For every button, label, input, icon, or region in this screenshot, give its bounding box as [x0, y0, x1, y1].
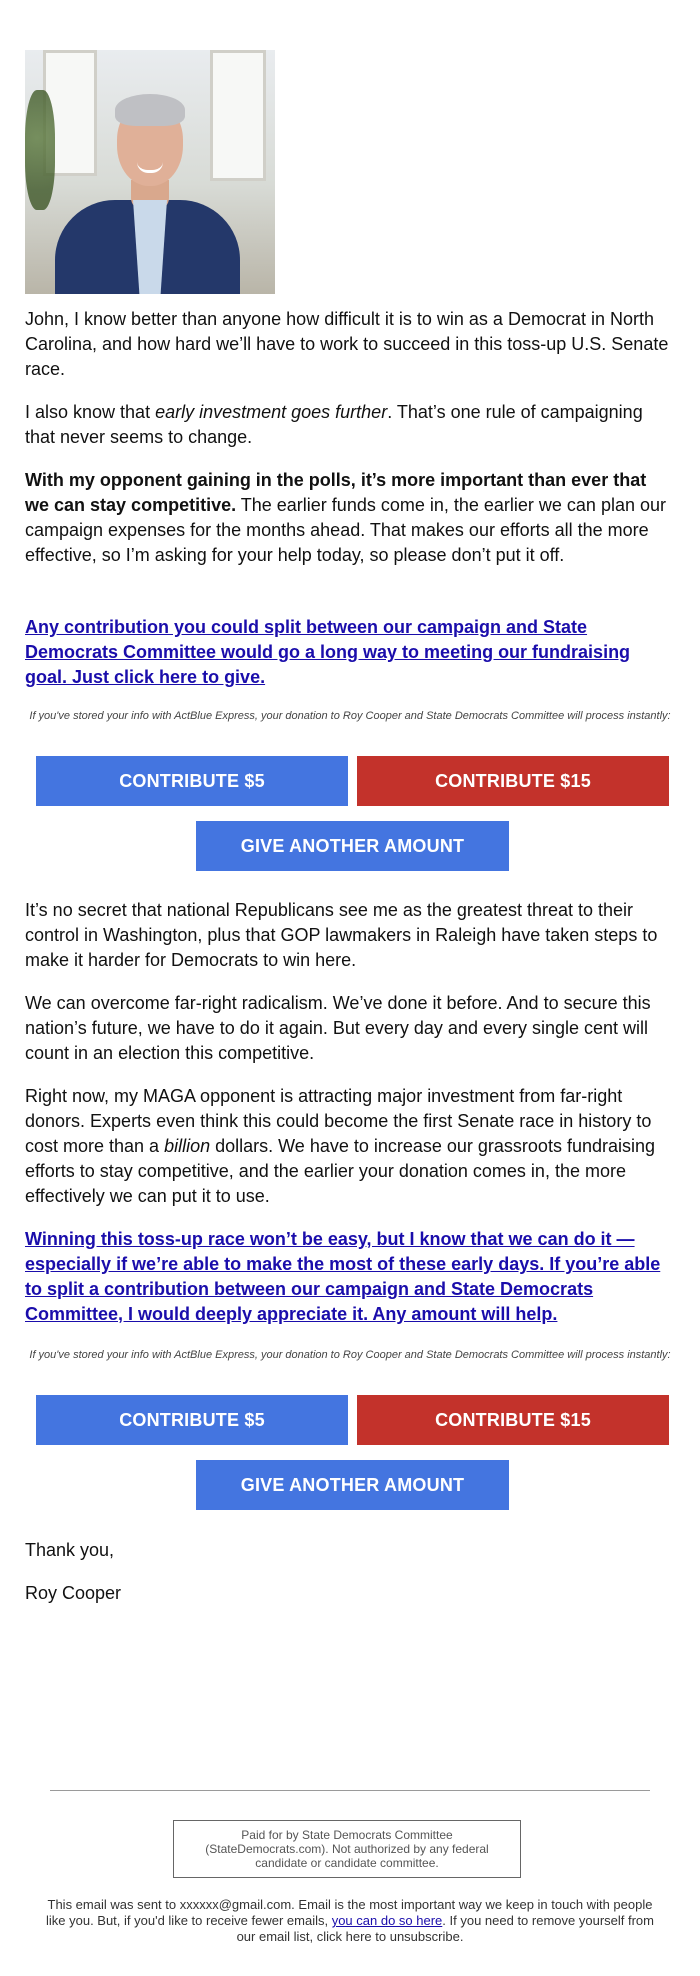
- paragraph-intro: John, I know better than anyone how difficult it is to win as a Democrat in North Carolina, and how hard we’ll have to work to succeed in this toss-up U.S. Senate race.: [25, 309, 669, 379]
- paragraph-early-investment: I also know that early investment goes further. That’s one rule of campaigning that never seems to change.: [25, 402, 643, 447]
- paragraph-donate-link-2: [25, 1227, 670, 1327]
- signature: Roy Cooper: [25, 1583, 122, 1603]
- recipient-email: xxxxxx@gmail.com: [179, 1897, 292, 1912]
- actblue-express-note-2: If you've stored your info with ActBlue Express, your donation to Roy Cooper and State Democrats Committee will process instantly:: [29, 1349, 671, 1361]
- paragraph-polls: With my opponent gaining in the polls, it’s more important than ever that we can stay competitive. The earlier funds come in, the earlier we can plan our campaign expenses for the months ahead. That makes our efforts all the more effective, so I’m asking for your help today, so please don’t put it off.: [25, 470, 666, 565]
- paragraph-republicans: It’s no secret that national Republicans see me as the greatest threat to their control in Washington, plus that GOP lawmakers in Raleigh have taken steps to make it harder for Democrats to win here.: [25, 900, 658, 970]
- donate-link-2[interactable]: Winning this toss-up race won’t be easy, but I know that we can do it — especially if we’re able to make the most of these early days. If you’re able to split a contribution between our campaign and State Democrats Committee, I would deeply appreciate it. Any amount will help.: [25, 1229, 661, 1324]
- polls-bold-text: With my opponent gaining in the polls, it’s more important than ever that we can stay competitive.: [25, 470, 647, 515]
- contribute-15-button-2[interactable]: CONTRIBUTE $15: [357, 1395, 669, 1445]
- paragraph-donate-link-1: [25, 615, 670, 690]
- give-another-amount-button-1[interactable]: GIVE ANOTHER AMOUNT: [196, 821, 509, 871]
- contribute-15-button-1[interactable]: CONTRIBUTE $15: [357, 756, 669, 806]
- early-investment-emphasis: early investment goes further: [155, 402, 388, 422]
- give-another-amount-button-2[interactable]: GIVE ANOTHER AMOUNT: [196, 1460, 509, 1510]
- paid-for-disclaimer: Paid for by State Democrats Committee (StateDemocrats.com). Not authorized by any federal candidate or candidate committee.: [173, 1820, 521, 1878]
- footer-divider: [50, 1790, 650, 1791]
- closing-thanks: Thank you,: [25, 1540, 115, 1560]
- contribute-5-button-2[interactable]: CONTRIBUTE $5: [36, 1395, 348, 1445]
- fewer-emails-link[interactable]: you can do so here: [331, 1913, 443, 1928]
- candidate-photo: [25, 50, 275, 294]
- actblue-express-note-1: If you've stored your info with ActBlue Express, your donation to Roy Cooper and State Democrats Committee will process instantly:: [29, 710, 671, 722]
- contribute-5-button-1[interactable]: CONTRIBUTE $5: [36, 756, 348, 806]
- paragraph-radicalism: We can overcome far-right radicalism. We’ve done it before. And to secure this nation’s future, we have to do it again. But every day and every single cent will count in an election this competitive.: [25, 993, 651, 1063]
- billion-emphasis: billion: [164, 1136, 211, 1156]
- paragraph-maga-opponent: Right now, my MAGA opponent is attracting major investment from far-right donors. Experts even think this could become the first Senate race in history to cost more than a billion dollars. We have to increase our grassroots fundraising efforts to stay competitive, and the earlier your donation comes in, the more effectively we can put it to use.: [25, 1086, 656, 1206]
- footer-text: This email was sent to xxxxxx@gmail.com. Email is the most important way we keep in touch with people like you. But, if you'd like to receive fewer emails, you can do so here. If you need to remove yourself from our email list, click here to unsubscribe.: [45, 1897, 654, 1944]
- donate-link-1[interactable]: Any contribution you could split between our campaign and State Democrats Committee would go a long way to meeting our fundraising goal. Just click here to give.: [25, 617, 631, 687]
